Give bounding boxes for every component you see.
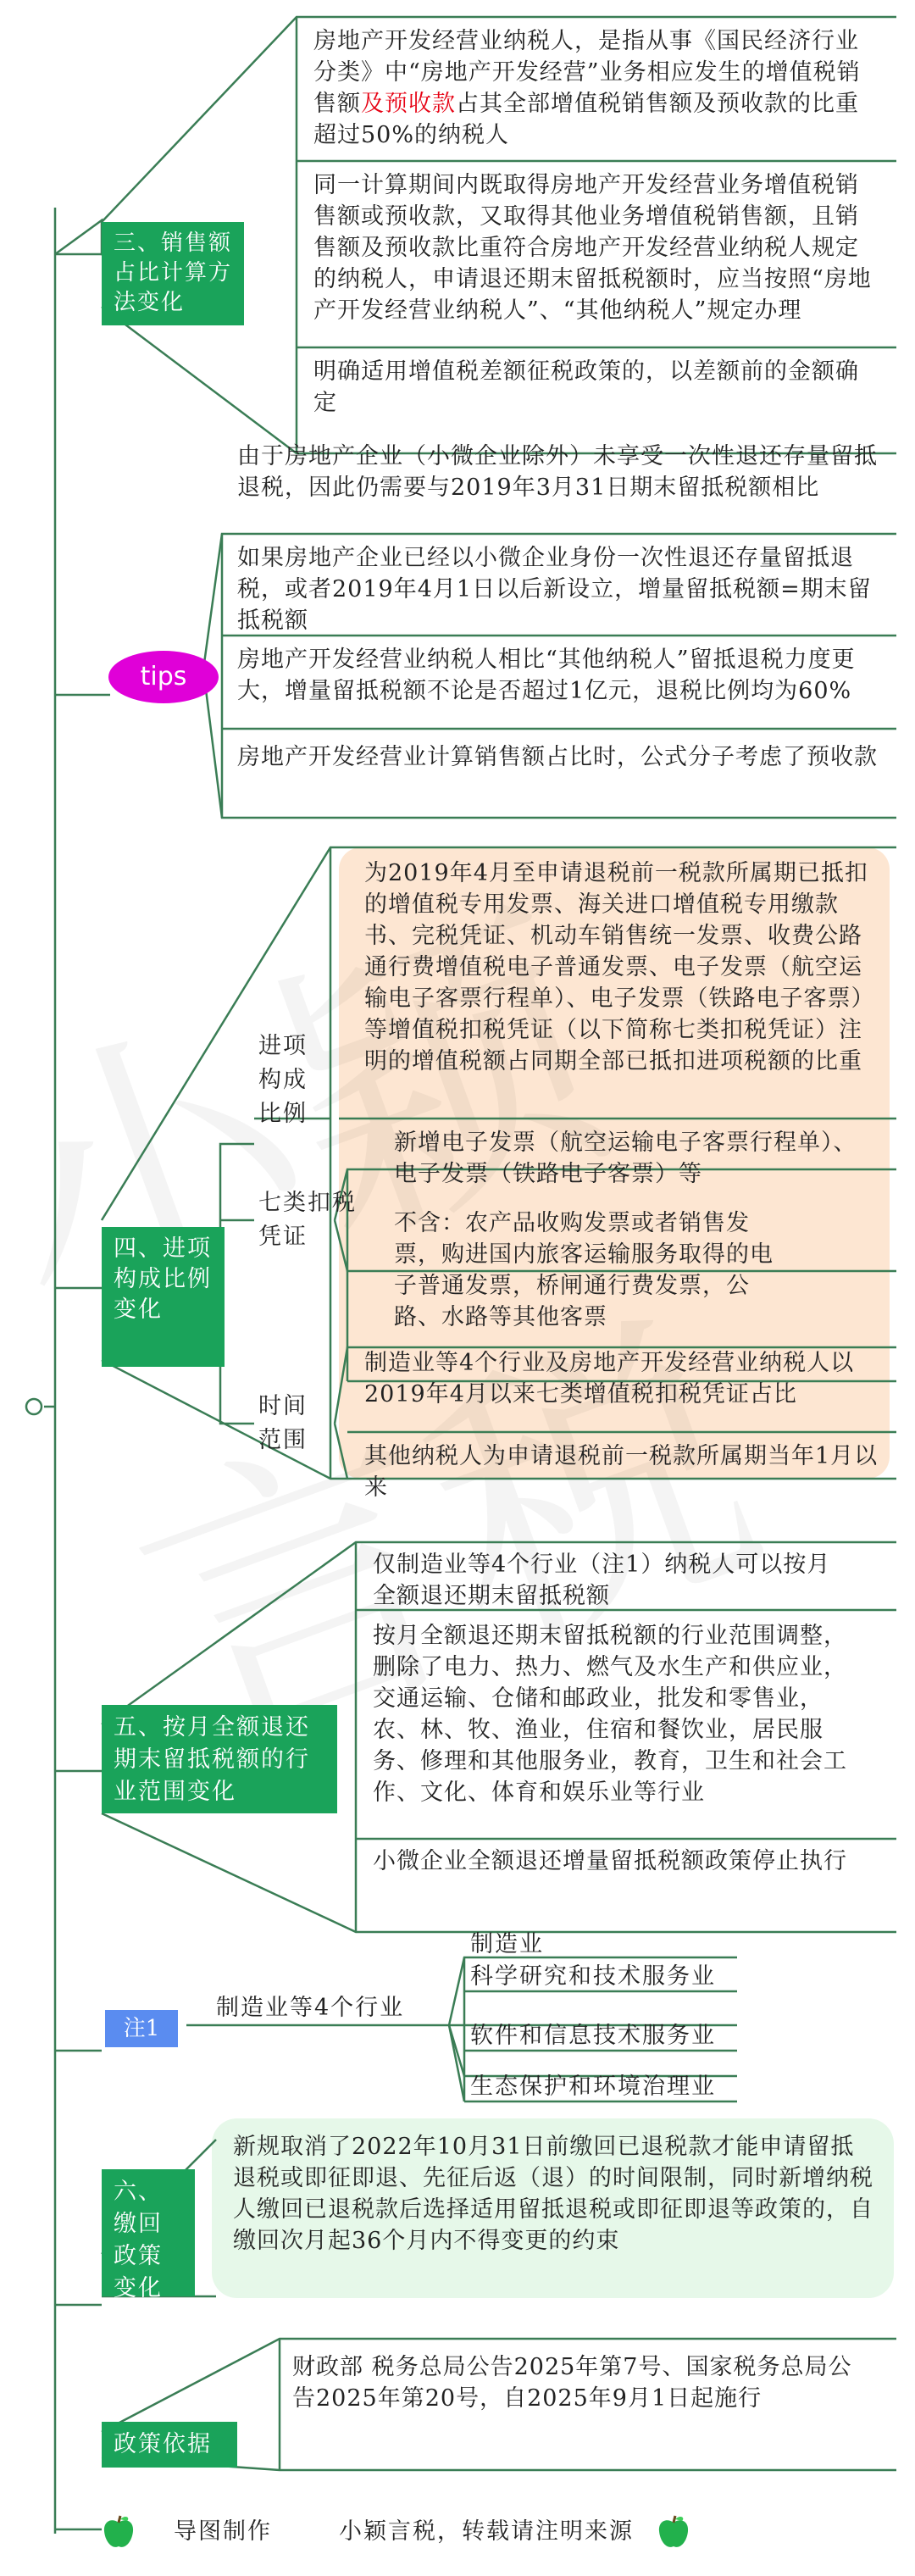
basis-text: 财政部 税务总局公告2025年第7号、国家税务总局公告2025年第20号，自2025年9月1日起施行 [292,2354,852,2412]
section3-item3: 明确适用增值税差额征税政策的，以差额前的金额确定 [313,358,859,416]
time-item-1: 制造业等4个行业及房地产开发经营业纳税人以2019年4月以来七类增值税扣税凭证占比 [364,1350,855,1407]
note1-item-3: 软件和信息技术服务业 [470,2023,716,2049]
tips-item-4: 房地产开发经营业计算销售额占比时，公式分子考虑了预收款 [237,744,878,770]
tips-item-3: 房地产开发经营业纳税人相比“其他纳税人”留抵退税力度更大，增量留抵税额不论是否超过1亿元，退税比例均为60% [237,647,856,704]
note1-label[interactable] [105,2010,178,2047]
apple-icon-right [657,2514,690,2551]
basis-label[interactable]: 政策依据 [102,2422,237,2468]
section6-text: 新规取消了2022年10月31日前缴回已退税款才能申请留抵退税或即征即退、先征后返（退）的时间限制，同时新增纳税人缴回已退税款后选择适用留抵退税或即征即退等政策的，自缴回次月起36个月内不得变更的约束 [233,2134,873,2254]
seven-exclude: 不含：农产品收购发票或者销售发票，购进国内旅客运输服务取得的电子普通发票，桥闸通行费发票，公路、水路等其他客票 [394,1210,774,1330]
note1-label-text: 注1 [123,2016,160,2041]
section3-item1 [313,25,877,151]
note1-item-2: 科学研究和技术服务业 [470,1963,716,1990]
tips-badge[interactable] [108,651,219,703]
note1-mid: 制造业等4个行业 [216,1995,405,2021]
time-label[interactable]: 时间范围 [258,1393,308,1453]
section5-label[interactable]: 五、按月全额退还期末留抵税额的行业范围变化 [102,1705,337,1813]
seven-new: 新增电子发票（航空运输电子客票行程单）、电子发票（铁路电子客票）等 [394,1130,857,1187]
note1-item-1: 制造业 [470,1931,544,1957]
tips-item-2: 如果房地产企业已经以小微企业身份一次性退还存量留抵退税，或者2019年4月1日以后新设立，增量留抵税额=期末留抵税额 [237,545,872,634]
footer-left: 导图制作 [174,2518,272,2545]
section5-item2: 按月全额退还期末留抵税额的行业范围调整，删除了电力、热力、燃气及水生产和供应业，交通运输、仓储和邮政业，批发和零售业，农、林、牧、渔业，住宿和餐饮业，居民服务、修理和其他服务业，教育，卫生和社会工作、文化、体育和娱乐业等行业 [373,1623,847,1806]
ratio-text: 为2019年4月至申请退税前一税款所属期已抵扣的增值税专用发票、海关进口增值税专用缴款书、完税凭证、机动车销售统一发票、收费公路通行费增值税电子普通发票、电子发票（航空运输电子客票行程单）、电子发票（铁路电子客票）等增值税扣税凭证（以下简称七类扣税凭证）注明的增值税额占同期全部已抵扣进项税额的比重 [364,860,875,1074]
section3-item1-post: 占其全部增值税销售额及预收款的比重超过50%的纳税人 [313,91,859,148]
footer-right: 小颖言税，转载请注明来源 [339,2518,634,2545]
tips-item-1: 由于房地产企业（小微企业除外）未享受一次性退还存量留抵退税，因此仍需要与2019年3月31日期末留抵税额相比 [237,443,878,501]
ratio-label[interactable]: 进项构成比例 [258,1033,308,1127]
section3-item1-pre: 房地产开发经营业纳税人，是指从事《国民经济行业分类》中“房地产开发经营”业务相应发生的增值税销售额 [313,28,861,117]
apple-icon-left [102,2514,136,2551]
tips-label: tips [140,662,187,691]
section3-label[interactable]: 三、销售额占比计算方法变化 [102,222,244,325]
note1-item-4: 生态保护和环境治理业 [470,2074,716,2100]
section5-item1: 仅制造业等4个行业（注1）纳税人可以按月全额退还期末留抵税额 [373,1552,831,1609]
seven-label[interactable]: 七类扣税凭证 [258,1190,357,1250]
section4-label[interactable]: 四、进项构成比例变化 [102,1227,225,1367]
section5-item3: 小微企业全额退还增量留抵税额政策停止执行 [373,1848,847,1874]
section3-item1-highlight: 及预收款 [361,91,456,117]
section3-item2: 同一计算期间内既取得房地产开发经营业务增值税销售额或预收款，又取得其他业务增值税销售额，且销售额及预收款比重符合房地产开发经营业纳税人规定的纳税人，申请退还期末留抵税额时，应当按照“房地产开发经营业纳税人”、“其他纳税人”规定办理 [313,172,872,324]
section6-label[interactable]: 六、缴回政策变化 [102,2169,195,2296]
time-item-2: 其他纳税人为申请退税前一税款所属期当年1月以来 [364,1443,879,1501]
